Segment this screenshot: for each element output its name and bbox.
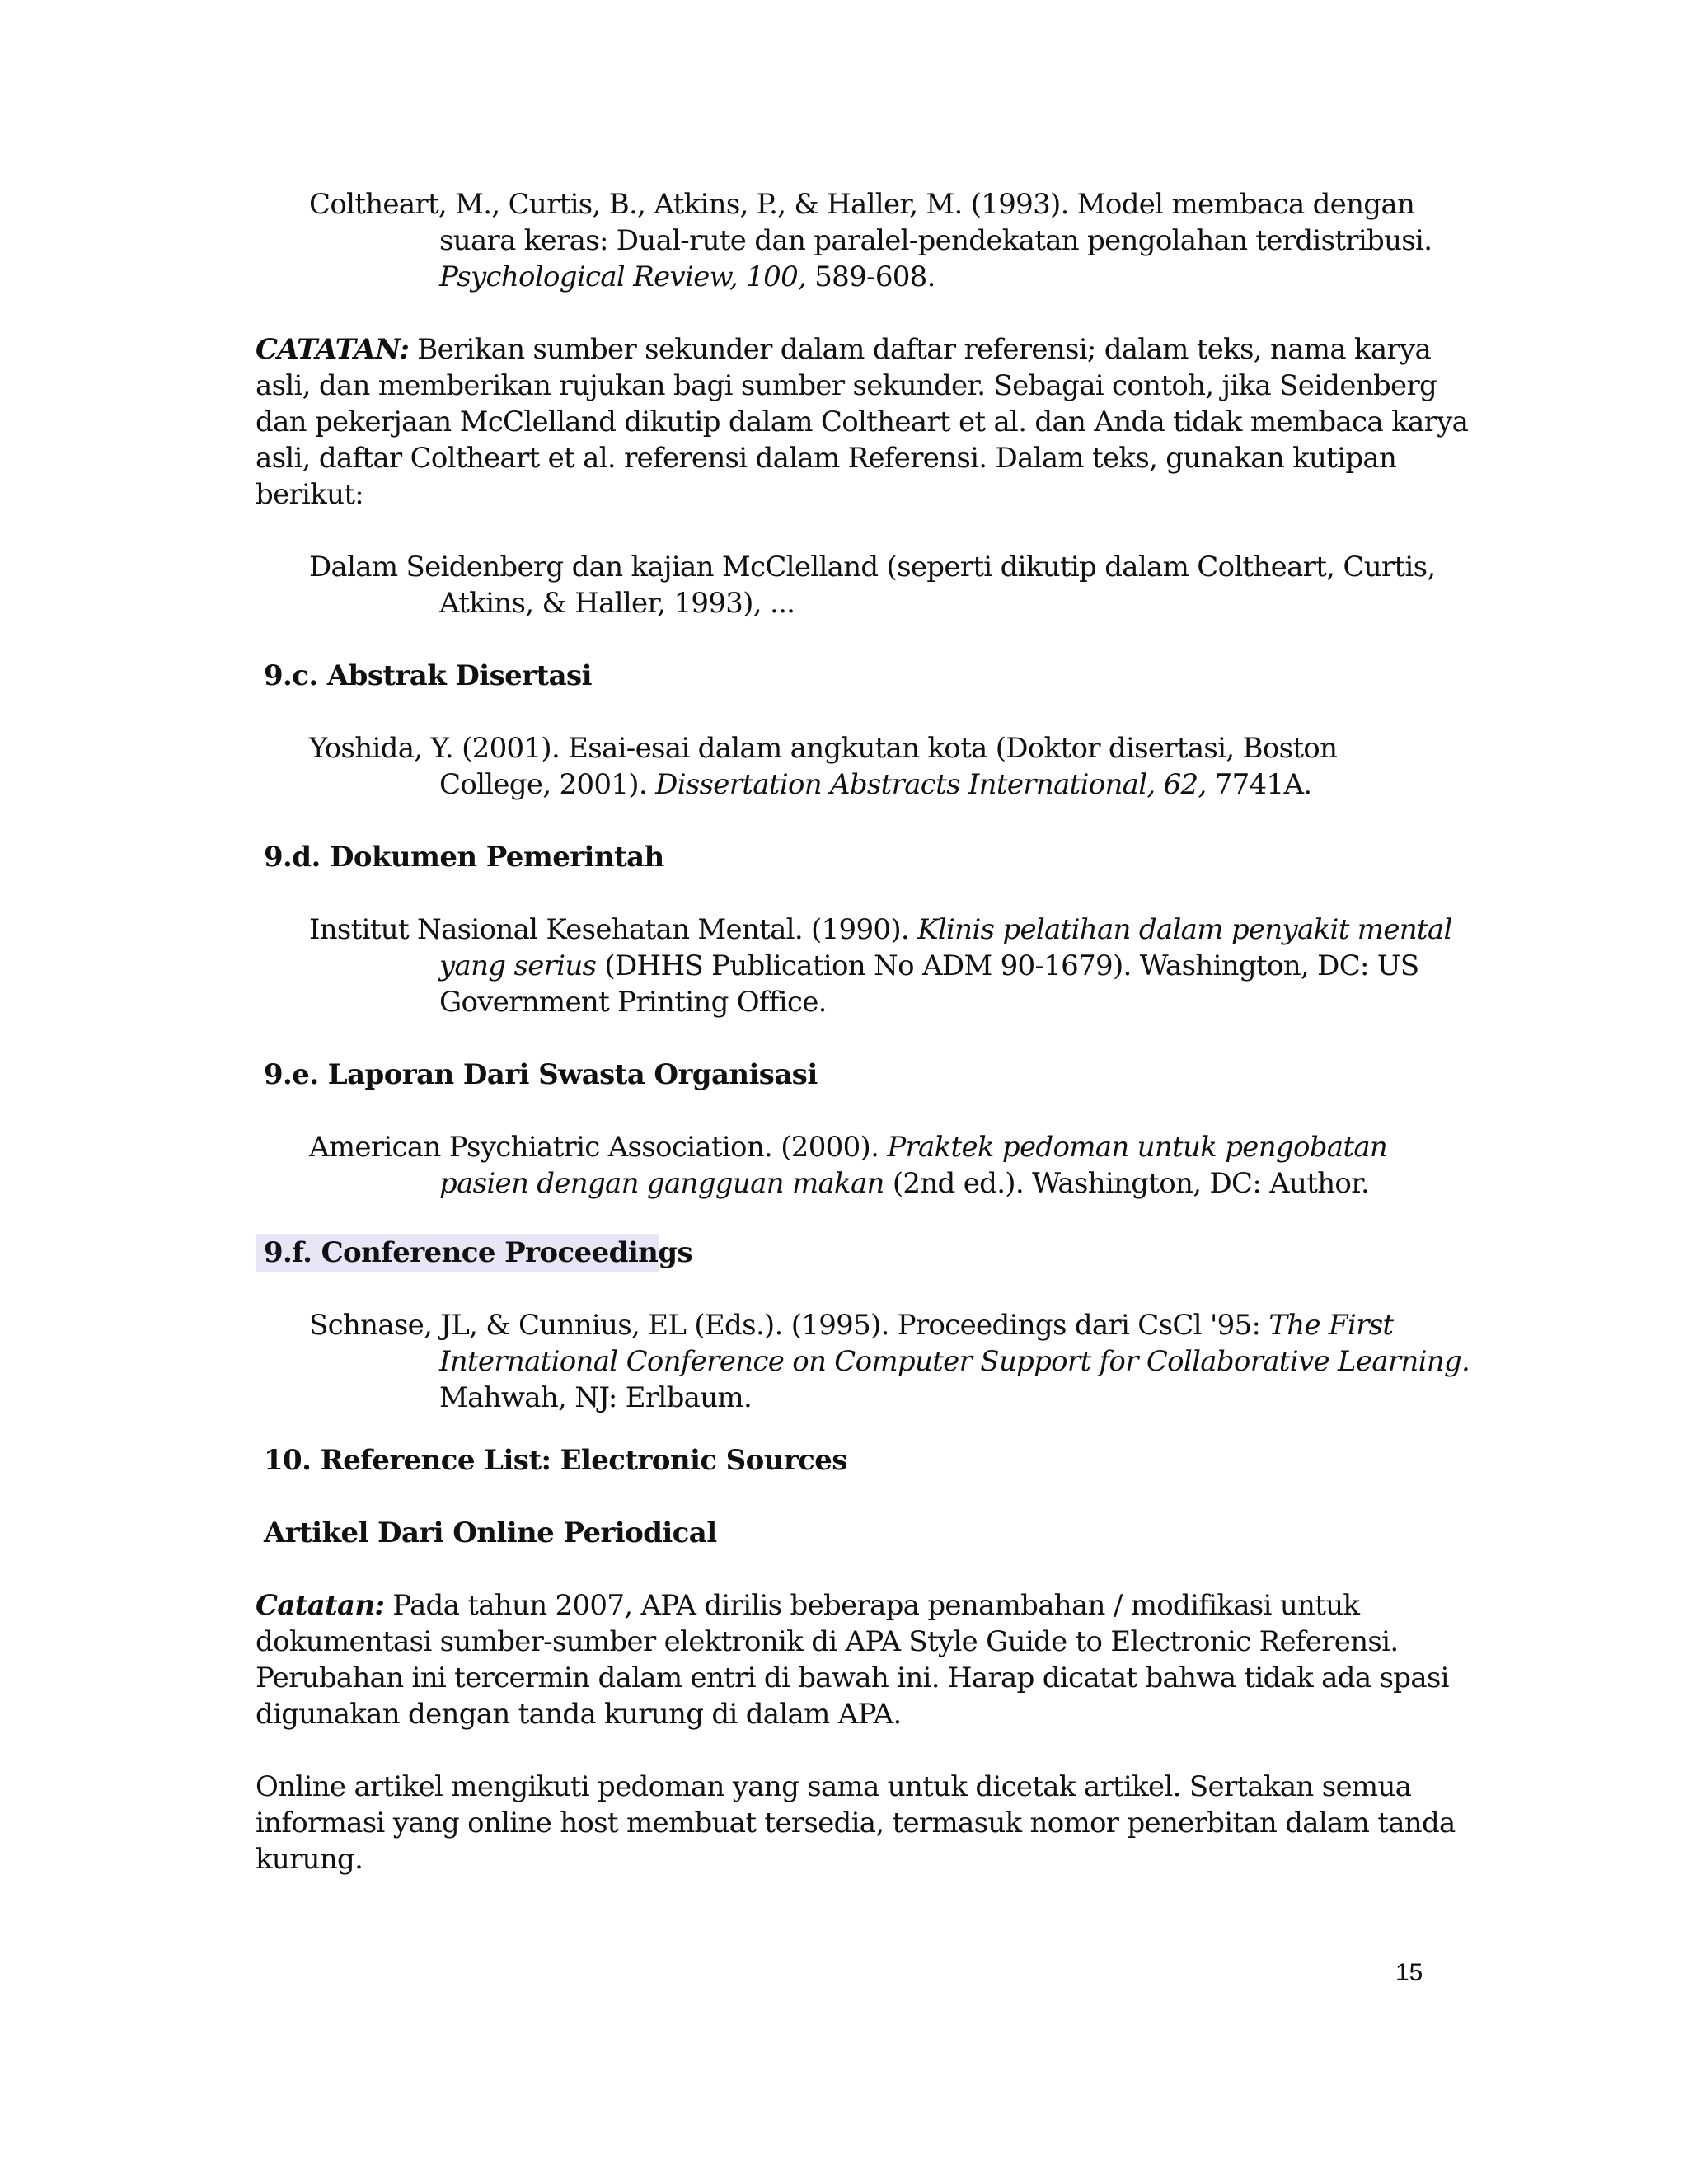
journal-pages: 589-608.: [806, 260, 935, 293]
reference-schnase-line-1: [309, 1307, 1393, 1343]
note-text: Berikan sumber sekunder dalam daftar referensi; dalam teks, nama karya: [409, 333, 1432, 366]
reference-nimh-line-1: [309, 912, 1452, 948]
note-secondary-line-5: berikut:: [256, 478, 364, 511]
note-label: Catatan:: [256, 1589, 385, 1622]
example-citation-line-1: Dalam Seidenberg dan kajian McClelland (seperti dikutip dalam Coltheart, Curtis,: [309, 551, 1436, 583]
book-title: Klinis pelatihan dalam penyakit mental: [917, 913, 1452, 946]
note-secondary-line-4: asli, daftar Coltheart et al. referensi dalam Referensi. Dalam teks, gunakan kutipan: [256, 442, 1397, 475]
book-title: yang serius: [439, 949, 597, 982]
note-online-line-2: dokumentasi sumber-sumber elektronik di APA Style Guide to Electronic Referensi.: [256, 1625, 1399, 1658]
book-title: International Conference on Computer Support for Collaborative Learning.: [439, 1345, 1470, 1378]
reference-schnase-line-3: Mahwah, NJ: Erlbaum.: [439, 1381, 753, 1414]
reference-apa-line-1: [309, 1129, 1387, 1165]
page-number: 15: [1395, 1959, 1423, 1986]
section-heading-9e: 9.e. Laporan Dari Swasta Organisasi: [264, 1058, 818, 1091]
reference-nimh-line-2: [439, 948, 1418, 984]
section-heading-9c: 9.c. Abstrak Disertasi: [264, 659, 592, 692]
paragraph-online-line-3: kurung.: [256, 1843, 363, 1876]
reference-coltheart-line-3: [439, 259, 935, 295]
book-title: pasien dengan gangguan makan: [439, 1167, 884, 1200]
ref-text: Schnase, JL, & Cunnius, EL (Eds.). (1995). Proceedings dari CsCl '95:: [309, 1309, 1269, 1342]
note-secondary-line-1: [256, 331, 1431, 368]
ref-text: College, 2001).: [439, 768, 656, 801]
reference-schnase-line-2: [439, 1343, 1470, 1380]
ref-text: (DHHS Publication No ADM 90-1679). Washington, DC: US: [596, 949, 1419, 982]
book-title: Praktek pedoman untuk pengobatan: [887, 1131, 1388, 1164]
reference-yoshida-line-2: [439, 766, 1311, 803]
reference-apa-line-2: [439, 1165, 1369, 1202]
note-online-line-3: Perubahan ini tercermin dalam entri di bawah ini. Harap dicatat bahwa tidak ada spasi: [256, 1661, 1449, 1694]
note-secondary-line-3: dan pekerjaan McClelland dikutip dalam Coltheart et al. dan Anda tidak membaca karya: [256, 405, 1469, 438]
reference-yoshida-line-1: Yoshida, Y. (2001). Esai-esai dalam angkutan kota (Doktor disertasi, Boston: [309, 732, 1338, 765]
ref-text: Institut Nasional Kesehatan Mental. (1990).: [309, 913, 918, 946]
note-online-line-4: digunakan dengan tanda kurung di dalam APA.: [256, 1698, 902, 1731]
note-secondary-line-2: asli, dan memberikan rujukan bagi sumber sekunder. Sebagai contoh, jika Seidenberg: [256, 369, 1437, 402]
ref-text: (2nd ed.). Washington, DC: Author.: [884, 1167, 1370, 1200]
book-title: The First: [1268, 1309, 1394, 1342]
journal-title: Dissertation Abstracts International, 62,: [655, 768, 1207, 801]
note-online-line-1: [256, 1587, 1359, 1624]
paragraph-online-line-2: informasi yang online host membuat tersedia, termasuk nomor penerbitan dalam tanda: [256, 1807, 1456, 1840]
section-heading-9f: 9.f. Conference Proceedings: [264, 1236, 692, 1269]
paragraph-online-line-1: Online artikel mengikuti pedoman yang sama untuk dicetak artikel. Sertakan semua: [256, 1770, 1412, 1803]
subheading-online-periodical: Artikel Dari Online Periodical: [264, 1516, 717, 1549]
example-citation-line-2: Atkins, & Haller, 1993), ...: [439, 587, 795, 620]
section-heading-10: 10. Reference List: Electronic Sources: [264, 1444, 847, 1477]
journal-title: Psychological Review, 100,: [439, 260, 807, 293]
reference-coltheart-line-1: Coltheart, M., Curtis, B., Atkins, P., & Haller, M. (1993). Model membaca dengan: [309, 188, 1415, 221]
ref-text: American Psychiatric Association. (2000).: [309, 1131, 888, 1164]
note-text: Pada tahun 2007, APA dirilis beberapa penambahan / modifikasi untuk: [384, 1589, 1360, 1622]
section-heading-9d: 9.d. Dokumen Pemerintah: [264, 841, 664, 874]
note-label: CATATAN:: [256, 333, 410, 366]
reference-coltheart-line-2: suara keras: Dual-rute dan paralel-pendekatan pengolahan terdistribusi.: [439, 224, 1432, 257]
ref-text: 7741A.: [1206, 768, 1312, 801]
reference-nimh-line-3: Government Printing Office.: [439, 986, 827, 1019]
